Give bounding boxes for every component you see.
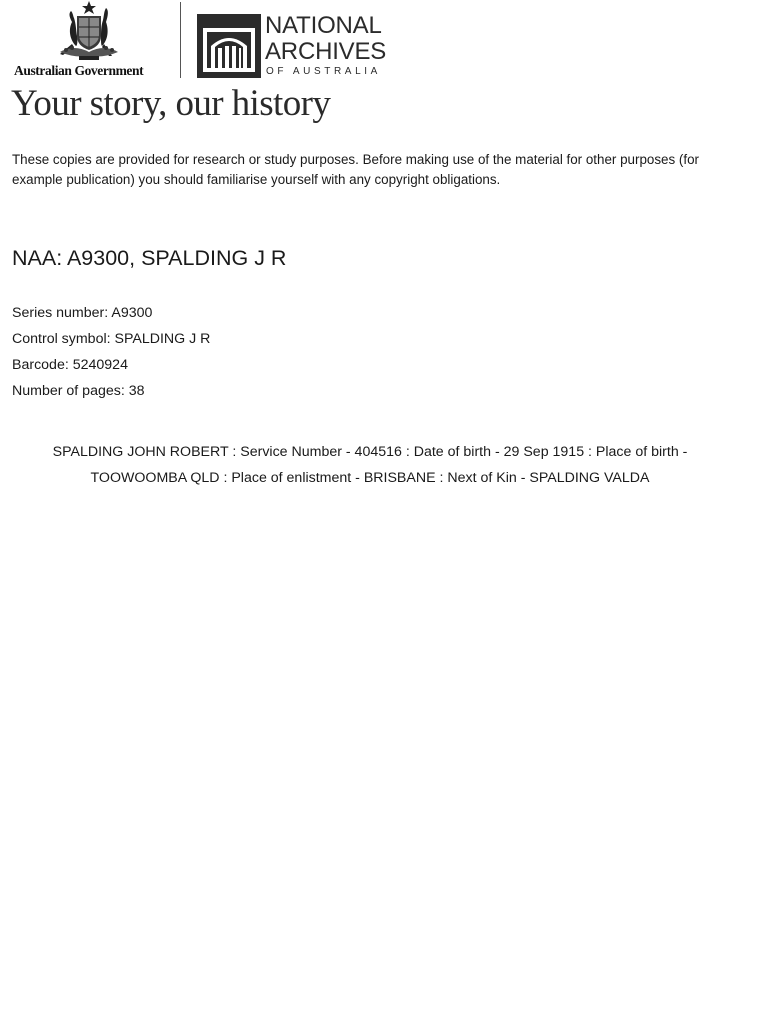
page-header <box>0 0 770 82</box>
national-archives-building-icon <box>197 14 261 78</box>
record-title: NAA: A9300, SPALDING J R <box>12 246 287 270</box>
series-number: Series number: A9300 <box>12 305 153 321</box>
national-archives-wordmark-line2: ARCHIVES <box>265 38 387 65</box>
national-archives-wordmark-line1: NATIONAL <box>265 12 382 39</box>
record-description: SPALDING JOHN ROBERT : Service Number - 404516 : Date of birth - 29 Sep 1915 : Place of birth - TOOWOOMBA QLD : Place of enlistment - BRISBANE : Next of Kin - SPALDING VALDA <box>52 444 688 486</box>
header-divider <box>180 2 181 78</box>
coat-of-arms-icon <box>46 0 132 62</box>
number-of-pages: Number of pages: 38 <box>12 383 145 399</box>
australian-government-branding <box>12 0 166 80</box>
control-symbol: Control symbol: SPALDING J R <box>12 331 211 347</box>
tagline: Your story, our history <box>11 83 331 124</box>
national-archives-wordmark-line3: OF AUSTRALIA <box>266 66 381 77</box>
barcode: Barcode: 5240924 <box>12 357 128 373</box>
australian-government-wordmark: Australian Government <box>14 63 144 78</box>
copyright-disclaimer: These copies are provided for research or study purposes. Before making use of the material for other purposes (for example publication) you should familiarise yourself with any copyright obligations. <box>12 152 699 187</box>
